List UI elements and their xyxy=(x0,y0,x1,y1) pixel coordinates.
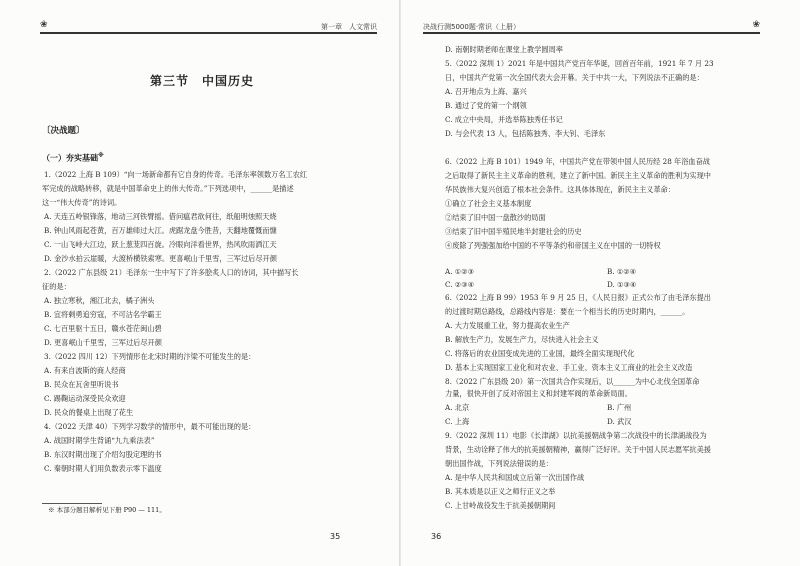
flower-ornament-icon: ❀ xyxy=(752,20,760,30)
footnote-rule xyxy=(42,503,102,504)
question-text-line: C. 上甘岭战役发生于抗美援朝期间 xyxy=(445,501,556,510)
block-title: 〔决战题〕 xyxy=(42,126,85,136)
question-text-line: 背景，生动诠释了伟大的抗美援朝精神，赢得广泛好评。关于中国人民志愿军抗美援 xyxy=(445,445,711,454)
question-text-line: 6.（2022 上海 B 101）1949 年，中国共产党在带领中国人民历经 28 年浴血奋战 xyxy=(445,157,710,166)
question-text-line: C. 将落后的农业国变成先进的工业国，最终全面实现现代化 xyxy=(445,349,635,358)
chapter-title: 第一章 人文常识 xyxy=(321,23,377,31)
flower-ornament-icon: ❀ xyxy=(40,20,48,30)
question-text-line: 力量，很快开创了反对帝国主义和封建军阀的革命新局面。 xyxy=(445,389,632,398)
question-text-line: B. 钟山风雨起苍黄，百万雄师过大江。虎踞龙盘今胜昔，天翻地覆慨而慷 xyxy=(44,226,277,235)
page-number-right: 36 xyxy=(431,532,442,541)
question-text-line: C. 踢鞠运动深受民众欢迎 xyxy=(44,394,126,403)
left-page xyxy=(0,0,399,566)
question-text-line: 朝出国作战，下列说法错误的是： xyxy=(445,459,553,468)
section-title: 第三节 中国历史 xyxy=(150,74,255,88)
question-text-line: B. 民众在瓦舍里听说书 xyxy=(44,380,119,389)
question-text-line: A. 是中华人民共和国成立后第一次出国作战 xyxy=(445,473,585,482)
question-text-line: 华民族伟大复兴创造了根本社会条件。这具体体现在，新民主主义革命： xyxy=(445,185,676,194)
question-text-line: 1.（2022 上海 B 109）“向一场新命都有它自身的传奇。毛泽东率领数万名工农红 xyxy=(44,170,308,179)
header-rule xyxy=(40,32,377,34)
question-text-line: ③结束了旧中国半殖民地半封建社会的历史 xyxy=(445,227,582,236)
option-q8-a: A. 北京 xyxy=(445,403,470,412)
question-text-line: 日，中国共产党第一次全国代表大会开幕。关于中共一大，下列说法不正确的是： xyxy=(445,73,704,82)
question-text-line: D. 金沙水拍云崖暖，大渡桥横铁索寒。更喜岷山千里雪，三军过后尽开颜 xyxy=(44,254,277,263)
question-text-line: 2.（2022 广东县级 21）毛泽东一生中写下了许多脍炙人口的诗词，其中描写长 xyxy=(44,268,299,277)
option-q8-d: D. 武汉 xyxy=(607,417,632,426)
question-text-line: 5.（2022 深圳 1）2021 年是中国共产党百年华诞，回首百年前，1921 年 7 月 23 xyxy=(445,59,714,68)
question-text-line: 9.（2022 深圳 11）电影《长津湖》以抗美援朝战争第二次战役中的长津湖战役为 xyxy=(445,431,707,440)
option-q8-b: B. 广州 xyxy=(607,403,632,412)
question-text-line: 3.（2022 四川 12）下列情形在北宋时期的汴梁不可能发生的是： xyxy=(44,352,256,361)
right-page xyxy=(401,0,800,566)
option-q8-c: C. 上海 xyxy=(445,417,470,426)
option-q6-c: C. ②③④ xyxy=(445,280,475,289)
option-q6-d: D. ①③④ xyxy=(607,280,637,289)
question-text-line: 之后取得了新民主主义革命的胜利，建立了新中国。新民主主义革命的胜利为实现中 xyxy=(445,171,711,180)
question-text-line: D. 更喜岷山千里雪，三军过后尽开颜 xyxy=(44,338,162,347)
question-text-line: D. 民众的餐桌上出现了花生 xyxy=(44,408,134,417)
question-text-line: 8.（2022 广东县级 20）第一次国共合作实现后，以______为中心北伐全国革命 xyxy=(445,377,700,386)
option-q6-a: A. ①②③ xyxy=(445,267,475,276)
question-text-line: A. 有来自波斯的商人经商 xyxy=(44,366,126,375)
question-text-line: C. 一山飞峙大江边，跃上葱茏四百旋。冷眼向洋看世界，热风吹雨洒江天 xyxy=(44,240,277,249)
question-text-line: D. 基本上实现国家工业化和对农业、手工业、资本主义工商业的社会主义改造 xyxy=(445,363,693,372)
question-text-line: 4.（2022 天津 40）下列学习数学的情形中，最不可能出现的是： xyxy=(44,422,256,431)
question-text-line: A. 独立寒秋，湘江北去，橘子洲头 xyxy=(44,296,155,305)
question-text-line: ②结束了旧中国一盘散沙的局面 xyxy=(445,213,546,222)
subsection-label: （一）夯实基础 xyxy=(42,153,98,163)
question-text-line: ①确立了社会主义基本制度 xyxy=(445,199,532,208)
question-text-line: 的过渡时期总路线，总路线内容是：要在一个相当长的历史时期内，______。 xyxy=(445,307,690,316)
footnote: ※ 本部分题目解析见下册 P90 — 111。 xyxy=(48,506,166,514)
question-text-line: C. 秦朝时期人们用负数表示零下温度 xyxy=(44,464,162,473)
question-text-line: A. 天连五岭银锋落，地动三河铁臂摇。借问瘟君欲何往，纸船明烛照天烧 xyxy=(44,212,277,221)
question-text-line: 军完成的战略转移，就是中国革命史上的伟大传奇。”下列选项中，______是描述 xyxy=(42,184,294,193)
header-rule xyxy=(423,32,760,34)
question-text-line: A. 大力发展重工业，努力提高农业生产 xyxy=(445,321,570,330)
question-text-line: B. 东汉时期出现了介绍勾股定理的书 xyxy=(44,450,162,459)
question-text-line: B. 宜将剩勇追穷寇，不可沽名学霸王 xyxy=(44,310,162,319)
page-number-left: 35 xyxy=(330,532,341,541)
question-text-line: B. 解放生产力，发展生产力，尽快进入社会主义 xyxy=(445,335,599,344)
question-text-line: B. 通过了党的第一个纲领 xyxy=(445,101,527,110)
question-text-line: A. 战国时期学生背诵“九九乘法表” xyxy=(44,436,155,445)
question-text-line: D. 与会代表 13 人，包括陈独秀、李大钊、毛泽东 xyxy=(445,129,606,138)
question-text-line: A. 召开地点为上海、嘉兴 xyxy=(445,87,527,96)
left-page-header xyxy=(40,19,377,33)
question-text-line: C. 成立中央局，并选举陈独秀任书记 xyxy=(445,115,563,124)
question-text-line: 6.（2022 上海 B 99）1953 年 9 月 25 日，《人民日报》正式公布了由毛泽东提出 xyxy=(445,293,711,302)
question-text-line: B. 其本质是以正义之师行正义之举 xyxy=(445,487,556,496)
subsection-title xyxy=(42,152,104,164)
question-text-line: D. 南朝时期老师在课堂上教学圆周率 xyxy=(445,45,563,54)
question-text-line: 这一“伟大传奇”的诗词。 xyxy=(42,198,122,207)
option-q6-b: B. ①②④ xyxy=(607,267,637,276)
footnote-mark-icon: ※ xyxy=(98,152,104,159)
book-title: 决战行测5000题·常识（上册） xyxy=(423,23,521,31)
question-text-line: ④废除了列强强加给中国的不平等条约和帝国主义在中国的一切特权 xyxy=(445,241,661,250)
question-text-line: C. 七百里驱十五日，赣水苍茫闽山碧 xyxy=(44,324,162,333)
question-text-line: 征的是： xyxy=(42,282,71,291)
right-page-header xyxy=(423,19,760,33)
